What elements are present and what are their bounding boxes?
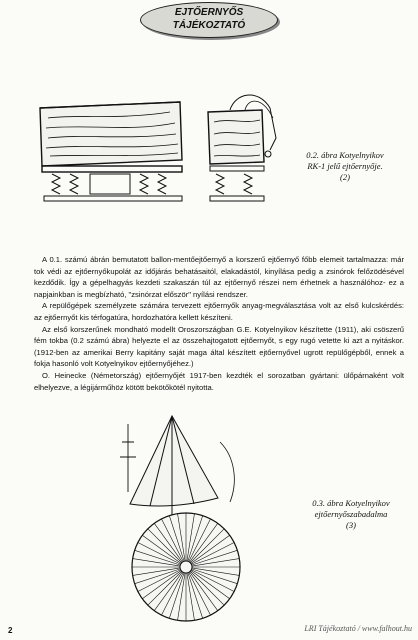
figure-0-3-caption-line2: ejtőernyőszabadalma xyxy=(314,509,388,519)
body-text xyxy=(34,254,404,393)
figure-0-2-caption-line2: RK-1 jelű ejtőernyője. xyxy=(307,161,383,171)
figure-0-2-caption-line3: (2) xyxy=(340,172,350,182)
figure-0-2-container-drawing xyxy=(30,88,280,213)
figure-0-2-caption-line1: 0.2. ábra Kotyelnyikov xyxy=(306,150,384,160)
paragraph-1: A 0.1. számú ábrán bemutatott ballon-mentőejtőernyő a korszerű ejtőernyő főbb elemeit tartalmazza: már tok védi az ejtőernyőkupolát az időjárás behatásaitól, elakadástól, kinyílása pedig a zsinórok felőzödésével kezdődik. Így a gépelhagyás kezdeti szakaszán túl az ejtőernyő részei nem érhetnek a használóhoz- ez a napjainkban is megbízható, "zsinórzat először" nyílási rendszer. xyxy=(34,255,404,299)
page-number: 2 xyxy=(8,626,13,635)
figure-0-3-caption-line1: 0.3. ábra Kotyelnyikov xyxy=(312,498,390,508)
figure-0-3-patent-drawing xyxy=(100,412,290,622)
figure-0-2-caption xyxy=(290,150,400,183)
header-title-line1: EJTŐERNYŐS xyxy=(174,7,244,18)
footer-text: LRI Tájékoztató / www.falhout.hu xyxy=(304,624,412,633)
header-badge xyxy=(140,2,278,38)
paragraph-2: A repülőgépek személyzete számára tervezett ejtőernyők anyag-megválasztása volt az első kulcskérdés: az ejtőernyőt kis térfogatúra, hordozhatóra kellett készíteni. xyxy=(34,301,404,322)
paragraph-4: O. Heinecke (Németország) ejtőernyőjét 1917-ben kezdték el sorozatban gyártani: ülőpárnaként volt elhelyezve, a légijárműhöz kötött bekötőkötél nyitotta. xyxy=(34,370,404,392)
figure-0-3-caption-line3: (3) xyxy=(346,520,356,530)
figure-0-3-caption xyxy=(296,498,406,531)
paragraph-3: Az első korszerűnek mondható modellt Oroszországban G.E. Kotyelnyikov készítette (1911), aki csöszerű fém tokba (0.2 számú ábra) helyezte el az összehajtogatott ejtőernyőt, s egy rugó vetette ki azt a nyitáskor. (1912-ben az amerikai Berry kapitány saját maga által készített ejtőernyővel ugrott repülőgépből, ennek a fokja hasonló volt Kotyelnyikov ejtőernyőjéhez.) xyxy=(34,324,404,369)
header-title-line2: TÁJÉKOZTATÓ xyxy=(172,20,246,31)
